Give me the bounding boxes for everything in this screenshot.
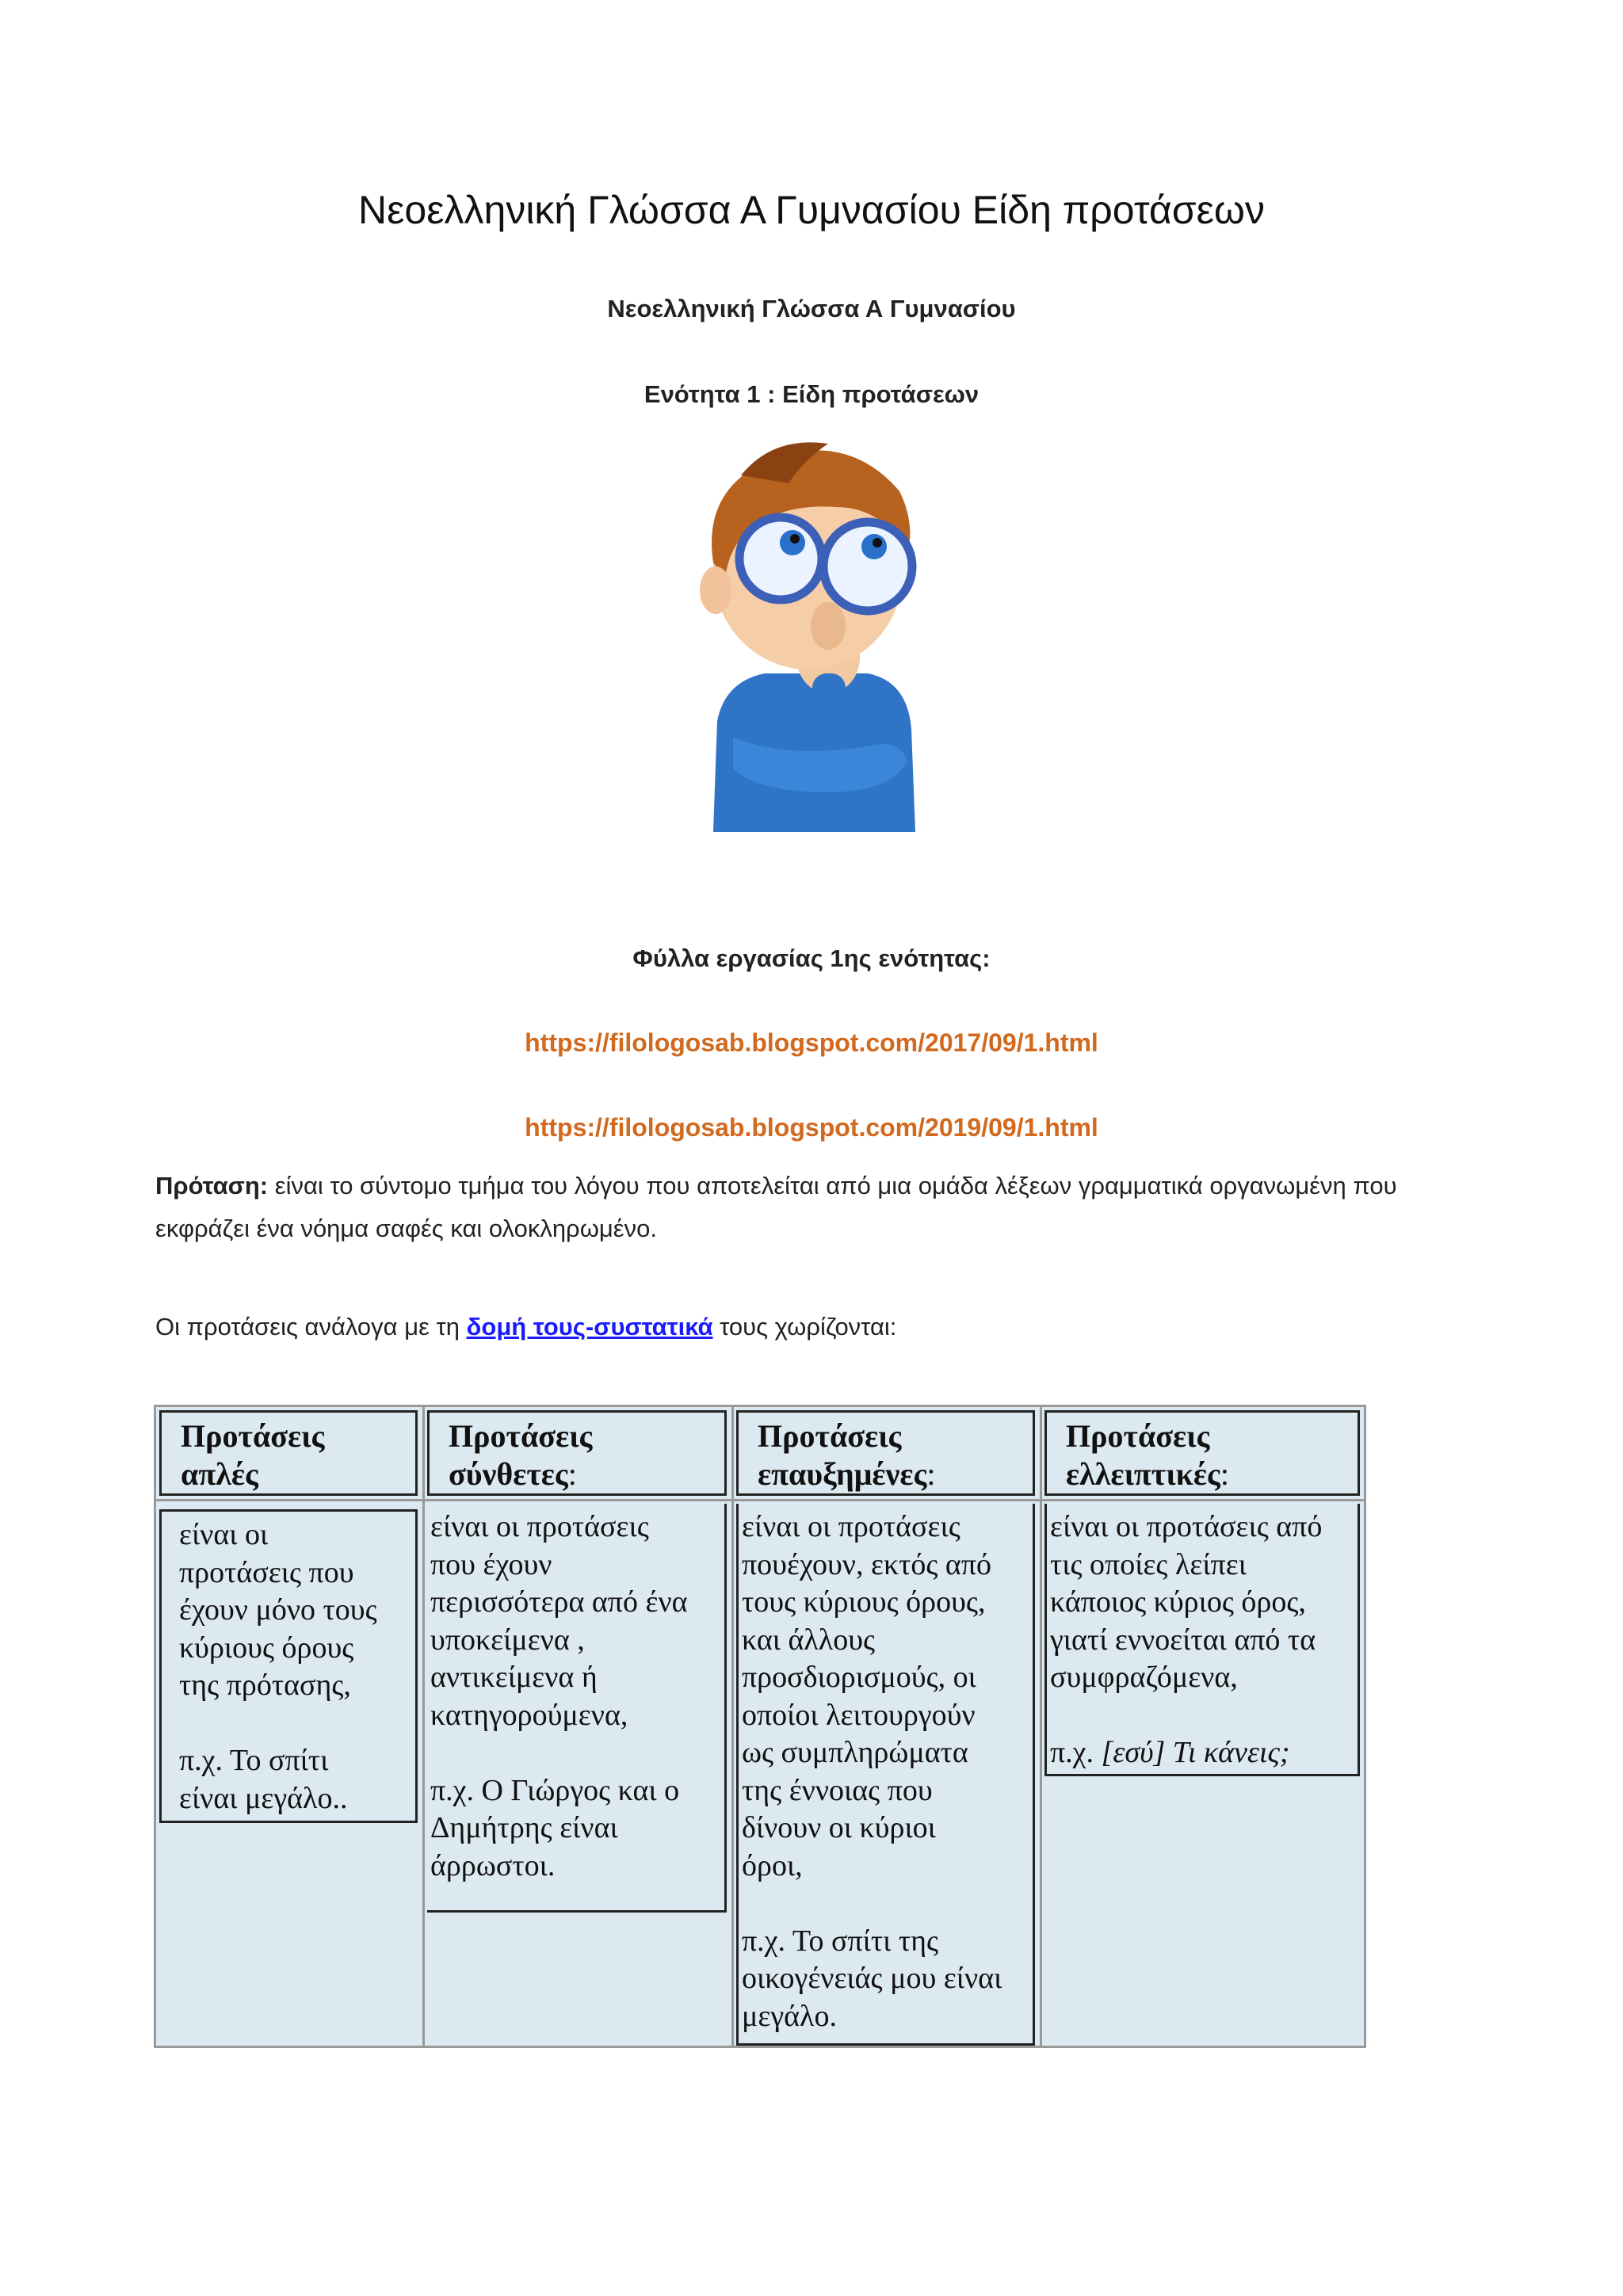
cell-elliptical: είναι οι προτάσεις από τις οποίες λείπει κάποιος κύριος όρος, γιατί εννοείται από τα συμφραζόμενα, π.χ. [εσύ] Τι κάνεις; — [1044, 1504, 1360, 1776]
cell-extended: είναι οι προτάσεις πουέχουν, εκτός από τους κύριους όρους, και άλλους προσδιορισμούς, οι οποίοι λειτουργούν ως συμπληρώματα της έννοιας που δίνουν οι κύριοι όροι, π.χ. Το σπίτι της οικογένειάς μου είναι μεγάλο. — [736, 1504, 1035, 2046]
header-compound: Προτάσεις σύνθετες: — [427, 1410, 727, 1496]
table-col-divider — [1040, 1407, 1042, 2046]
definition-term: Πρόταση: — [155, 1172, 269, 1199]
table-row-divider — [156, 1499, 1364, 1501]
table-col-divider — [731, 1407, 734, 2046]
subtitle-course: Νεοελληνική Γλώσσα Α Γυμνασίου — [607, 295, 1016, 322]
worksheet-link-2017[interactable]: https://filologosab.blogspot.com/2017/09/1.html — [525, 1028, 1098, 1057]
header-simple: Προτάσεις απλές — [159, 1410, 418, 1496]
header-extended: Προτάσεις επαυξημένες: — [736, 1410, 1035, 1496]
cell-compound: είναι οι προτάσεις που έχουν περισσότερα από ένα υποκείμενα , αντικείμενα ή κατηγορούμενα, π.χ. Ο Γιώργος και ο Δημήτρης είναι άρρωστοι. — [427, 1504, 727, 1913]
thinking-boy-illustration — [670, 420, 955, 832]
sentence-types-table — [154, 1405, 1366, 2048]
table-col-divider — [422, 1407, 425, 2046]
structure-link[interactable]: δομή τους-συστατικά — [466, 1313, 713, 1341]
definition-paragraph — [155, 1165, 1471, 1250]
header-elliptical: Προτάσεις ελλειπτικές: — [1044, 1410, 1360, 1496]
intro-paragraph — [155, 1306, 1471, 1348]
cell-simple: είναι οι προτάσεις που έχουν μόνο τους κύριους όρους της πρότασης, π.χ. Το σπίτι είναι μεγάλο.. — [159, 1509, 418, 1823]
subtitle-unit: Ενότητα 1 : Είδη προτάσεων — [643, 380, 980, 408]
worksheet-link-2019[interactable]: https://filologosab.blogspot.com/2019/09/1.html — [525, 1113, 1098, 1142]
definition-text: είναι το σύντομο τμήμα του λόγου που αποτελείται από μια ομάδα λέξεων γραμματικά οργανωμένη που εκφράζει ένα νόημα σαφές και ολοκληρωμένο. — [155, 1172, 1397, 1242]
intro-before: Οι προτάσεις ανάλογα με τη — [155, 1313, 467, 1341]
intro-after: τους χωρίζονται: — [712, 1313, 897, 1341]
page-title: Νεοελληνική Γλώσσα Α Γυμνασίου Είδη προτάσεων — [358, 188, 1265, 232]
worksheets-heading: Φύλλα εργασίας 1ης ενότητας: — [632, 944, 991, 972]
